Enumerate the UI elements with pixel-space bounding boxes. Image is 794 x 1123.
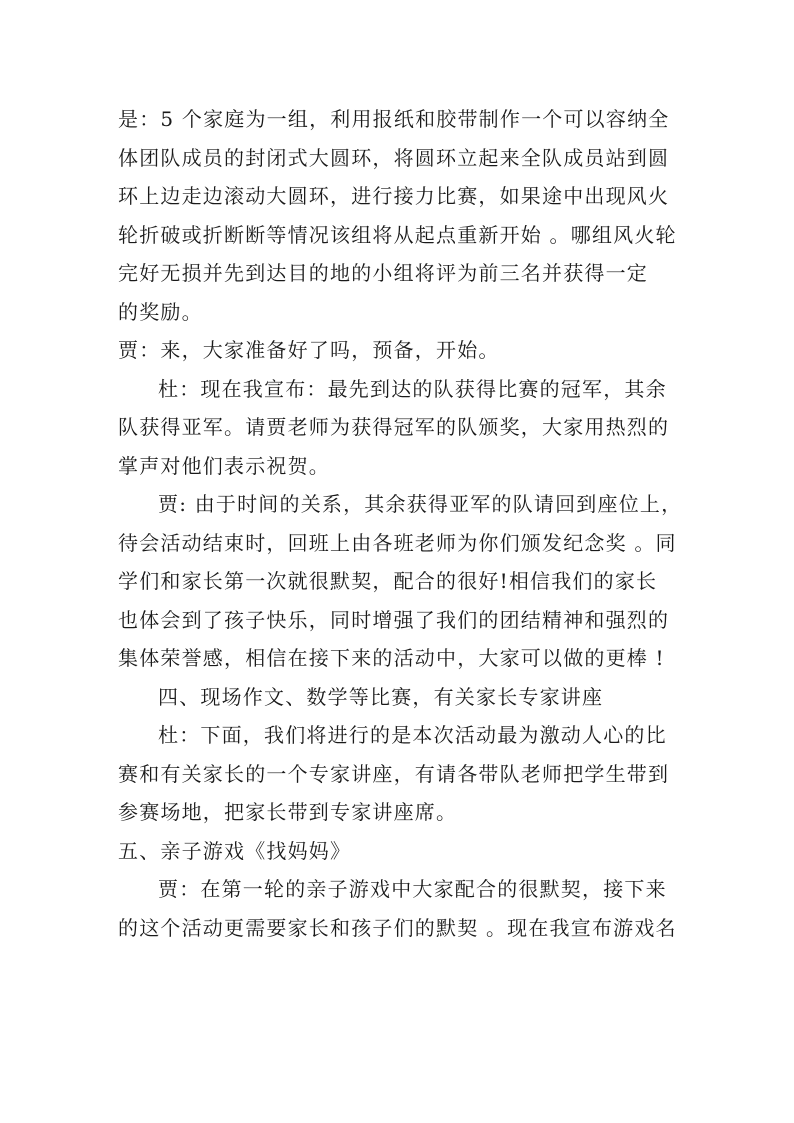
paragraph-line: 的奖励。 — [118, 299, 203, 324]
paragraph-line: 掌声对他们表示祝贺。 — [118, 453, 330, 478]
document-body — [118, 100, 683, 947]
paragraph-line: 参赛场地，把家长带到专家讲座席。 — [118, 800, 458, 824]
dialogue-line: 贾：在第一轮的亲子游戏中大家配合的很默契，接下来 — [158, 877, 667, 901]
paragraph-line: 学们和家长第一次就很默契，配合的很好!相信我们的家长 — [118, 569, 658, 593]
paragraph-line: 轮折破或折断断等情况该组将从起点重新开始 。哪组风火轮 — [118, 222, 677, 247]
section-heading: 四、现场作文、数学等比赛，有关家长专家讲座 — [158, 684, 604, 709]
dialogue-line: 贾：来，大家准备好了吗，预备，开始。 — [118, 338, 500, 362]
paragraph-line: 的这个活动更需要家长和孩子们的默契 。现在我宣布游戏名 — [118, 915, 677, 940]
dialogue-line: 杜：下面，我们将进行的是本次活动最为激动人心的比 — [158, 723, 667, 747]
paragraph-line: 赛和有关家长的一个专家讲座，有请各带队老师把学生带到 — [118, 761, 670, 786]
dialogue-line: 贾: 由于时间的关系，其余获得亚军的队请回到座位上， — [158, 492, 683, 516]
paragraph-line: 也体会到了孩子快乐，同时增强了我们的团结精神和强烈的 — [118, 607, 670, 632]
section-heading: 五、亲子游戏《找妈妈》 — [118, 838, 352, 863]
paragraph-line: 队获得亚军。请贾老师为获得冠军的队颁奖，大家用热烈的 — [118, 415, 670, 439]
paragraph-line: 体团队成员的封闭式大圆环，将圆环立起来全队成员站到圆 — [118, 145, 670, 170]
paragraph-line: 完好无损并先到达目的地的小组将评为前三名并获得一定 — [118, 261, 648, 285]
dialogue-line: 杜：现在我宣布：最先到达的队获得比赛的冠军，其余 — [158, 376, 667, 401]
paragraph-line: 待会活动结束时，回班上由各班老师为你们颁发纪念奖 。同 — [118, 530, 677, 555]
paragraph-line: 集体荣誉感，相信在接下来的活动中，大家可以做的更棒 ! — [118, 646, 665, 670]
paragraph-line: 环上边走边滚动大圆环，进行接力比赛，如果途中出现风火 — [118, 184, 670, 208]
paragraph-line: 是：5 个家庭为一组，利用报纸和胶带制作一个可以容纳全 — [118, 107, 670, 131]
